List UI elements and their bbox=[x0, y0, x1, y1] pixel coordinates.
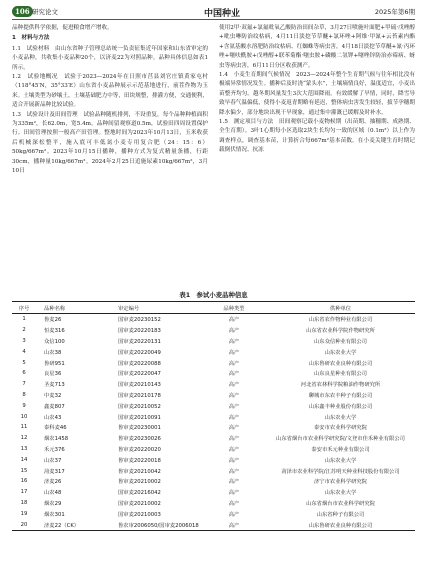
paragraph: 使用2甲·双氟+氯氟吡氧乙酸防治田间杂草，3月27日喷施叶面肥+甲硫·戊唑醇+吡虫啉防治纹枯病，4月11日淡挖节草醚+氯环唑+阿维·甲氰+云苔素内酯+含氨基酸水溶肥防治纹枯病、红蜘蛛等病虫害，4月18日淡挖节草醚+氰·丙环唑+噻呋酰胺+戊唑醇+联苯菊酯·噻虫胺+磷酸二氢钾+噻唑锌防治赤霉病、蚜虫等病虫害，6月11日分区收获测产。 bbox=[219, 25, 415, 69]
paragraph: 1.3 试验设计及田间管理 试验品种随机排列，不设重复，每个品种种植面积为335m²，长62.0m，宽5.4m。品种间留观察道0.5m，试验田四周设置保护行。田间管理按照一般高产田管理。整地时间为2023年10月13日，玉米收获后机械深松整平，施入底可丰低氮小麦专用复合肥（24：15：6）50kg/667m²。2023年10月15日播种，播种方式为复式精量条播，行距30cm，播种量10kg/667m²。2024年2月25日追施尿素10kg/667m²，3月10日 bbox=[12, 111, 208, 175]
cell-variety: 良星36 bbox=[44, 371, 62, 378]
cell-no: 1 bbox=[22, 316, 26, 323]
table-row bbox=[12, 390, 415, 401]
cell-variety: 恒麦316 bbox=[44, 328, 65, 335]
cell-variety: 烟农1458 bbox=[44, 436, 69, 443]
table-row bbox=[12, 346, 415, 357]
cell-variety: 山农38 bbox=[44, 349, 62, 356]
cell-variety: 圣麦713 bbox=[44, 382, 65, 389]
issue-label: 2025年第6期 bbox=[374, 8, 415, 16]
table-row bbox=[12, 314, 415, 325]
table-row bbox=[12, 368, 415, 379]
cell-variety: 山农43 bbox=[44, 414, 62, 421]
cell-approval-code: 鲁审麦20230001 bbox=[118, 425, 161, 432]
cell-approval-code: 鲁审麦20210002 bbox=[118, 479, 161, 486]
cell-no: 12 bbox=[20, 435, 28, 442]
table-row bbox=[12, 357, 415, 368]
cell-approval-code: 国审麦20210002 bbox=[118, 500, 161, 507]
cell-no: 10 bbox=[20, 413, 28, 420]
cell-no: 6 bbox=[22, 370, 26, 377]
cell-type: 高产 bbox=[228, 382, 240, 389]
cell-approval-code: 国审麦20220183 bbox=[118, 328, 161, 335]
cell-provider: 山东省农业科学院作物研究所 bbox=[306, 328, 375, 335]
cell-type: 高产 bbox=[228, 479, 240, 486]
cell-type: 高产 bbox=[202, 519, 266, 530]
cell-provider: 山东鑫丰种业股份有限公司 bbox=[308, 403, 373, 410]
table-row bbox=[12, 400, 415, 411]
cell-approval-code: 鲁审麦20220018 bbox=[118, 457, 161, 464]
cell-provider: 山东农业大学 bbox=[324, 349, 357, 356]
cell-provider: 济宁市农业科学研究院 bbox=[314, 479, 367, 486]
cell-no: 15 bbox=[20, 467, 28, 474]
cell-variety: 泰科麦46 bbox=[44, 425, 67, 432]
cell-type: 高产 bbox=[228, 338, 240, 345]
cell-type: 高产 bbox=[228, 317, 240, 324]
cell-no: 4 bbox=[22, 348, 26, 355]
left-text-column bbox=[12, 24, 208, 177]
cell-type: 高产 bbox=[228, 436, 240, 443]
section-heading: 1 材料与方法 bbox=[12, 35, 50, 42]
cell-provider: 山东鲁研农业良种有限公司 bbox=[266, 519, 415, 530]
table-row bbox=[12, 454, 415, 465]
cell-variety: 禾元376 bbox=[44, 446, 65, 453]
cell-variety: 烟农301 bbox=[44, 511, 65, 518]
right-text-column bbox=[219, 24, 415, 156]
table-row bbox=[12, 444, 415, 455]
cell-provider: 山东良星种业有限公司 bbox=[314, 371, 367, 378]
header-variety: 品种名称 bbox=[36, 302, 116, 314]
cell-no: 7 bbox=[22, 381, 26, 388]
cell-type: 高产 bbox=[228, 457, 240, 464]
cell-approval-code: 国审麦20210003 bbox=[118, 511, 161, 518]
cell-no: 3 bbox=[22, 337, 26, 344]
cell-provider: 泰安市禾元种业有限公司 bbox=[311, 446, 370, 453]
table-row bbox=[12, 336, 415, 347]
cell-provider: 山东省烟台市农业科学研究院 bbox=[306, 500, 375, 507]
cell-provider: 山东农业大学 bbox=[324, 457, 357, 464]
cell-no: 8 bbox=[22, 391, 26, 398]
cell-variety: 济麦22（CK） bbox=[36, 519, 116, 530]
header-approval-code: 审定编号 bbox=[116, 302, 202, 314]
paragraph: 1.2 试验地概况 试验于2023—2024年在日照市莒县刘官庄镇黄家屯村（118°45′N，35°33′E）山东省小麦品种展示示范基地进行，前茬作物为玉米。土壤类型为砂壤土，土壤基础肥力中等，田块规整，排灌方便，交通便利，适合开展新品种比较试验。 bbox=[12, 74, 208, 109]
table-row bbox=[12, 476, 415, 487]
cell-provider: 菏泽市农业科学院/江苏明天种业科技股份有限公司 bbox=[281, 468, 400, 475]
table-row bbox=[12, 508, 415, 519]
header-rule bbox=[12, 19, 415, 20]
cell-type: 高产 bbox=[228, 349, 240, 356]
cell-no: 14 bbox=[20, 456, 28, 463]
cell-variety: 鑫麦807 bbox=[44, 403, 65, 410]
cell-provider: 山东省农作物种业有限公司 bbox=[308, 317, 373, 324]
table-caption: 表1 参试小麦品种信息 bbox=[179, 291, 248, 299]
cell-variety: 山农48 bbox=[44, 490, 62, 497]
page-number: 106 bbox=[12, 6, 33, 17]
cell-variety: 山农37 bbox=[44, 457, 62, 464]
cell-variety: 鲁研951 bbox=[44, 360, 65, 367]
cell-provider: 山东众信种业有限公司 bbox=[314, 338, 367, 345]
table-row bbox=[12, 379, 415, 390]
table-row bbox=[12, 422, 415, 433]
cell-provider: 山东鲁研农业良种有限公司 bbox=[308, 360, 373, 367]
cell-provider: 山东省烟台市农业科学研究院/文登市佳禾种业有限公司 bbox=[276, 436, 405, 443]
cell-type: 高产 bbox=[228, 328, 240, 335]
paragraph: 1.1 试验材料 由山东省种子管理总站统一负责征集近年国家和山东省审定的小麦品种，共收集小麦品种20个，以济麦22为对照品种。品种具体信息如表1所示。 bbox=[12, 45, 208, 71]
cell-no: 11 bbox=[20, 424, 28, 431]
cell-approval-code: 国审麦20220049 bbox=[118, 349, 161, 356]
cell-no: 20 bbox=[12, 519, 36, 530]
cell-type: 高产 bbox=[228, 425, 240, 432]
table-row bbox=[12, 487, 415, 498]
table-row bbox=[12, 519, 415, 530]
cell-variety: 济麦26 bbox=[44, 479, 62, 486]
table-row bbox=[12, 325, 415, 336]
cell-variety: 鲁麦26 bbox=[44, 317, 62, 324]
cell-approval-code: 国审麦20220131 bbox=[118, 338, 161, 345]
cell-provider: 山东农业大学 bbox=[324, 414, 357, 421]
table-header-row bbox=[12, 302, 415, 314]
cell-type: 高产 bbox=[228, 511, 240, 518]
cell-type: 高产 bbox=[228, 414, 240, 421]
cell-provider: 聊城市东农丰种子有限公司 bbox=[308, 392, 373, 399]
cell-variety: 菏麦317 bbox=[44, 468, 65, 475]
cell-type: 高产 bbox=[228, 490, 240, 497]
cell-approval-code: 国审麦20210178 bbox=[118, 392, 161, 399]
cell-type: 高产 bbox=[228, 446, 240, 453]
cell-approval-code: 鲁农审2006050/国审麦2006018 bbox=[116, 519, 202, 530]
cell-no: 13 bbox=[20, 445, 28, 452]
cell-type: 高产 bbox=[228, 371, 240, 378]
cell-approval-code: 国审麦20210091 bbox=[118, 414, 161, 421]
cell-no: 17 bbox=[20, 489, 28, 496]
cell-approval-code: 国审麦20220047 bbox=[118, 371, 161, 378]
cell-type: 高产 bbox=[228, 392, 240, 399]
cell-variety: 众信100 bbox=[44, 338, 65, 345]
variety-info-table bbox=[12, 301, 415, 531]
table-row bbox=[12, 498, 415, 509]
cell-no: 16 bbox=[20, 478, 28, 485]
cell-provider: 河北省农林科学院粮油作物研究所 bbox=[300, 382, 381, 389]
cell-type: 高产 bbox=[228, 500, 240, 507]
table-row bbox=[12, 411, 415, 422]
cell-variety: 中麦32 bbox=[44, 392, 62, 399]
cell-approval-code: 国审麦20216042 bbox=[118, 490, 161, 497]
cell-no: 19 bbox=[20, 510, 28, 517]
cell-no: 5 bbox=[22, 359, 26, 366]
cell-approval-code: 国审麦20220088 bbox=[118, 360, 161, 367]
section-label: 研究论文 bbox=[32, 8, 58, 16]
cell-approval-code: 国审麦20210143 bbox=[118, 382, 161, 389]
cell-type: 高产 bbox=[228, 403, 240, 410]
page-header bbox=[12, 6, 415, 18]
cell-no: 2 bbox=[22, 327, 26, 334]
cell-no: 18 bbox=[20, 499, 28, 506]
cell-provider: 泰安市农业科学研究院 bbox=[314, 425, 367, 432]
cell-approval-code: 鲁审麦20230026 bbox=[118, 436, 161, 443]
paragraph: 品种提供科学依据，促进粮食增产增收。 bbox=[12, 25, 113, 31]
table-row bbox=[12, 433, 415, 444]
header-no: 序号 bbox=[12, 302, 36, 314]
cell-type: 高产 bbox=[228, 468, 240, 475]
cell-provider: 山东农业大学 bbox=[324, 490, 357, 497]
journal-logo: 中国种业 bbox=[203, 9, 240, 19]
cell-approval-code: 国审麦20210052 bbox=[118, 403, 161, 410]
paragraph: 1.5 测定项目与方法 田间观察记载小麦物候期（出苗期、抽穗期、成熟期、全生育期）。3叶1心期每小区选取2块生长均匀一致的区域（0.1m²）以上作为调查样点，调查基本苗，计算折合每667m²基本苗数。在小麦关键生育时期记载倒伏情况、抗冻 bbox=[219, 119, 415, 154]
cell-approval-code: 鲁审麦20220020 bbox=[118, 446, 161, 453]
cell-provider: 山东省种子有限公司 bbox=[316, 511, 365, 518]
cell-variety: 烟农29 bbox=[44, 500, 62, 507]
cell-type: 高产 bbox=[228, 360, 240, 367]
header-type: 品种类型 bbox=[202, 302, 266, 314]
header-provider: 供种单位 bbox=[266, 302, 415, 314]
cell-approval-code: 国审麦20230152 bbox=[118, 317, 161, 324]
cell-approval-code: 鲁审麦20210042 bbox=[118, 468, 161, 475]
table-row bbox=[12, 465, 415, 476]
paragraph: 1.4 小麦生育期间气候情况 2023—2024年整个生育期气候与往年相比没有极端异常情况发生。播种后及时浇“蒙头水”，土壤墒情良好，温度适宜，小麦出苗整齐均匀。越冬期风量发生3次大范围降雨，有效缓解了旱情，同时，降雪导致早春气温偏低，使得小麦返青期略有延迟，整体病虫害发生较轻，拔节孕穗期降水偏少，部分地块出现干旱现象，通过集中灌溉已缓解及时补水。 bbox=[219, 72, 415, 116]
cell-no: 9 bbox=[22, 402, 26, 409]
